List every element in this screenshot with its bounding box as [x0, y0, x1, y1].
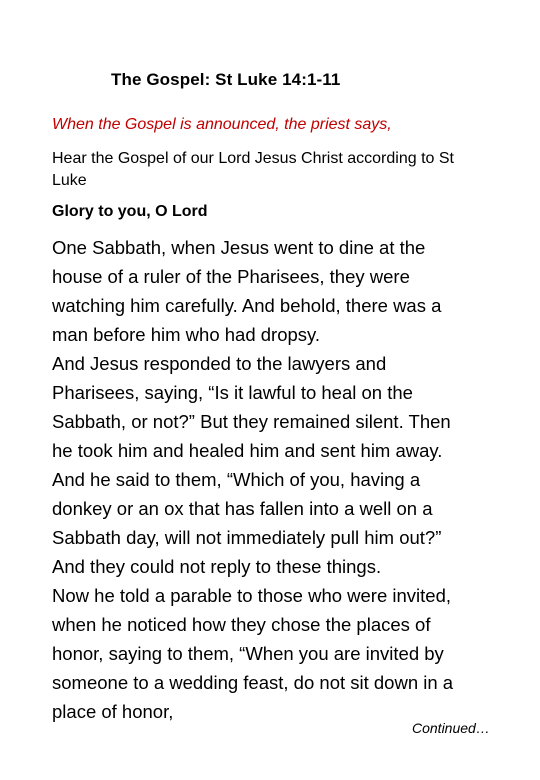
gospel-reading — [52, 233, 512, 726]
rubric-instruction: When the Gospel is announced, the priest says, — [52, 116, 392, 133]
reading-line: watching him carefully. And behold, there was a — [52, 295, 442, 316]
reading-line: Pharisees, saying, “Is it lawful to heal on the — [52, 382, 413, 403]
continued-note: Continued… — [412, 720, 490, 736]
reading-line: And they could not reply to these things. — [52, 556, 382, 577]
reading-line: Now he told a parable to those who were invited, — [52, 585, 452, 606]
gospel-announcement — [52, 148, 522, 192]
announcement-line: Hear the Gospel of our Lord Jesus Christ according to St — [52, 150, 454, 167]
reading-line: place of honor, — [52, 701, 174, 722]
congregation-response: Glory to you, O Lord — [52, 203, 208, 220]
announcement-line: Luke — [52, 172, 87, 189]
reading-line: someone to a wedding feast, do not sit down in a — [52, 672, 454, 693]
reading-line: when he noticed how they chose the places of — [52, 614, 431, 635]
reading-line: man before him who had dropsy. — [52, 324, 321, 345]
reading-line: Sabbath day, will not immediately pull him out?” — [52, 527, 442, 548]
reading-line: honor, saying to them, “When you are invited by — [52, 643, 444, 664]
reading-line: house of a ruler of the Pharisees, they were — [52, 266, 410, 287]
reading-line: One Sabbath, when Jesus went to dine at the — [52, 237, 426, 258]
page-title: The Gospel: St Luke 14:1-11 — [111, 70, 341, 89]
reading-line: And Jesus responded to the lawyers and — [52, 353, 387, 374]
reading-line: he took him and healed him and sent him away. — [52, 440, 443, 461]
reading-line: And he said to them, “Which of you, having a — [52, 469, 421, 490]
reading-line: Sabbath, or not?” But they remained silent. Then — [52, 411, 451, 432]
reading-line: donkey or an ox that has fallen into a well on a — [52, 498, 433, 519]
